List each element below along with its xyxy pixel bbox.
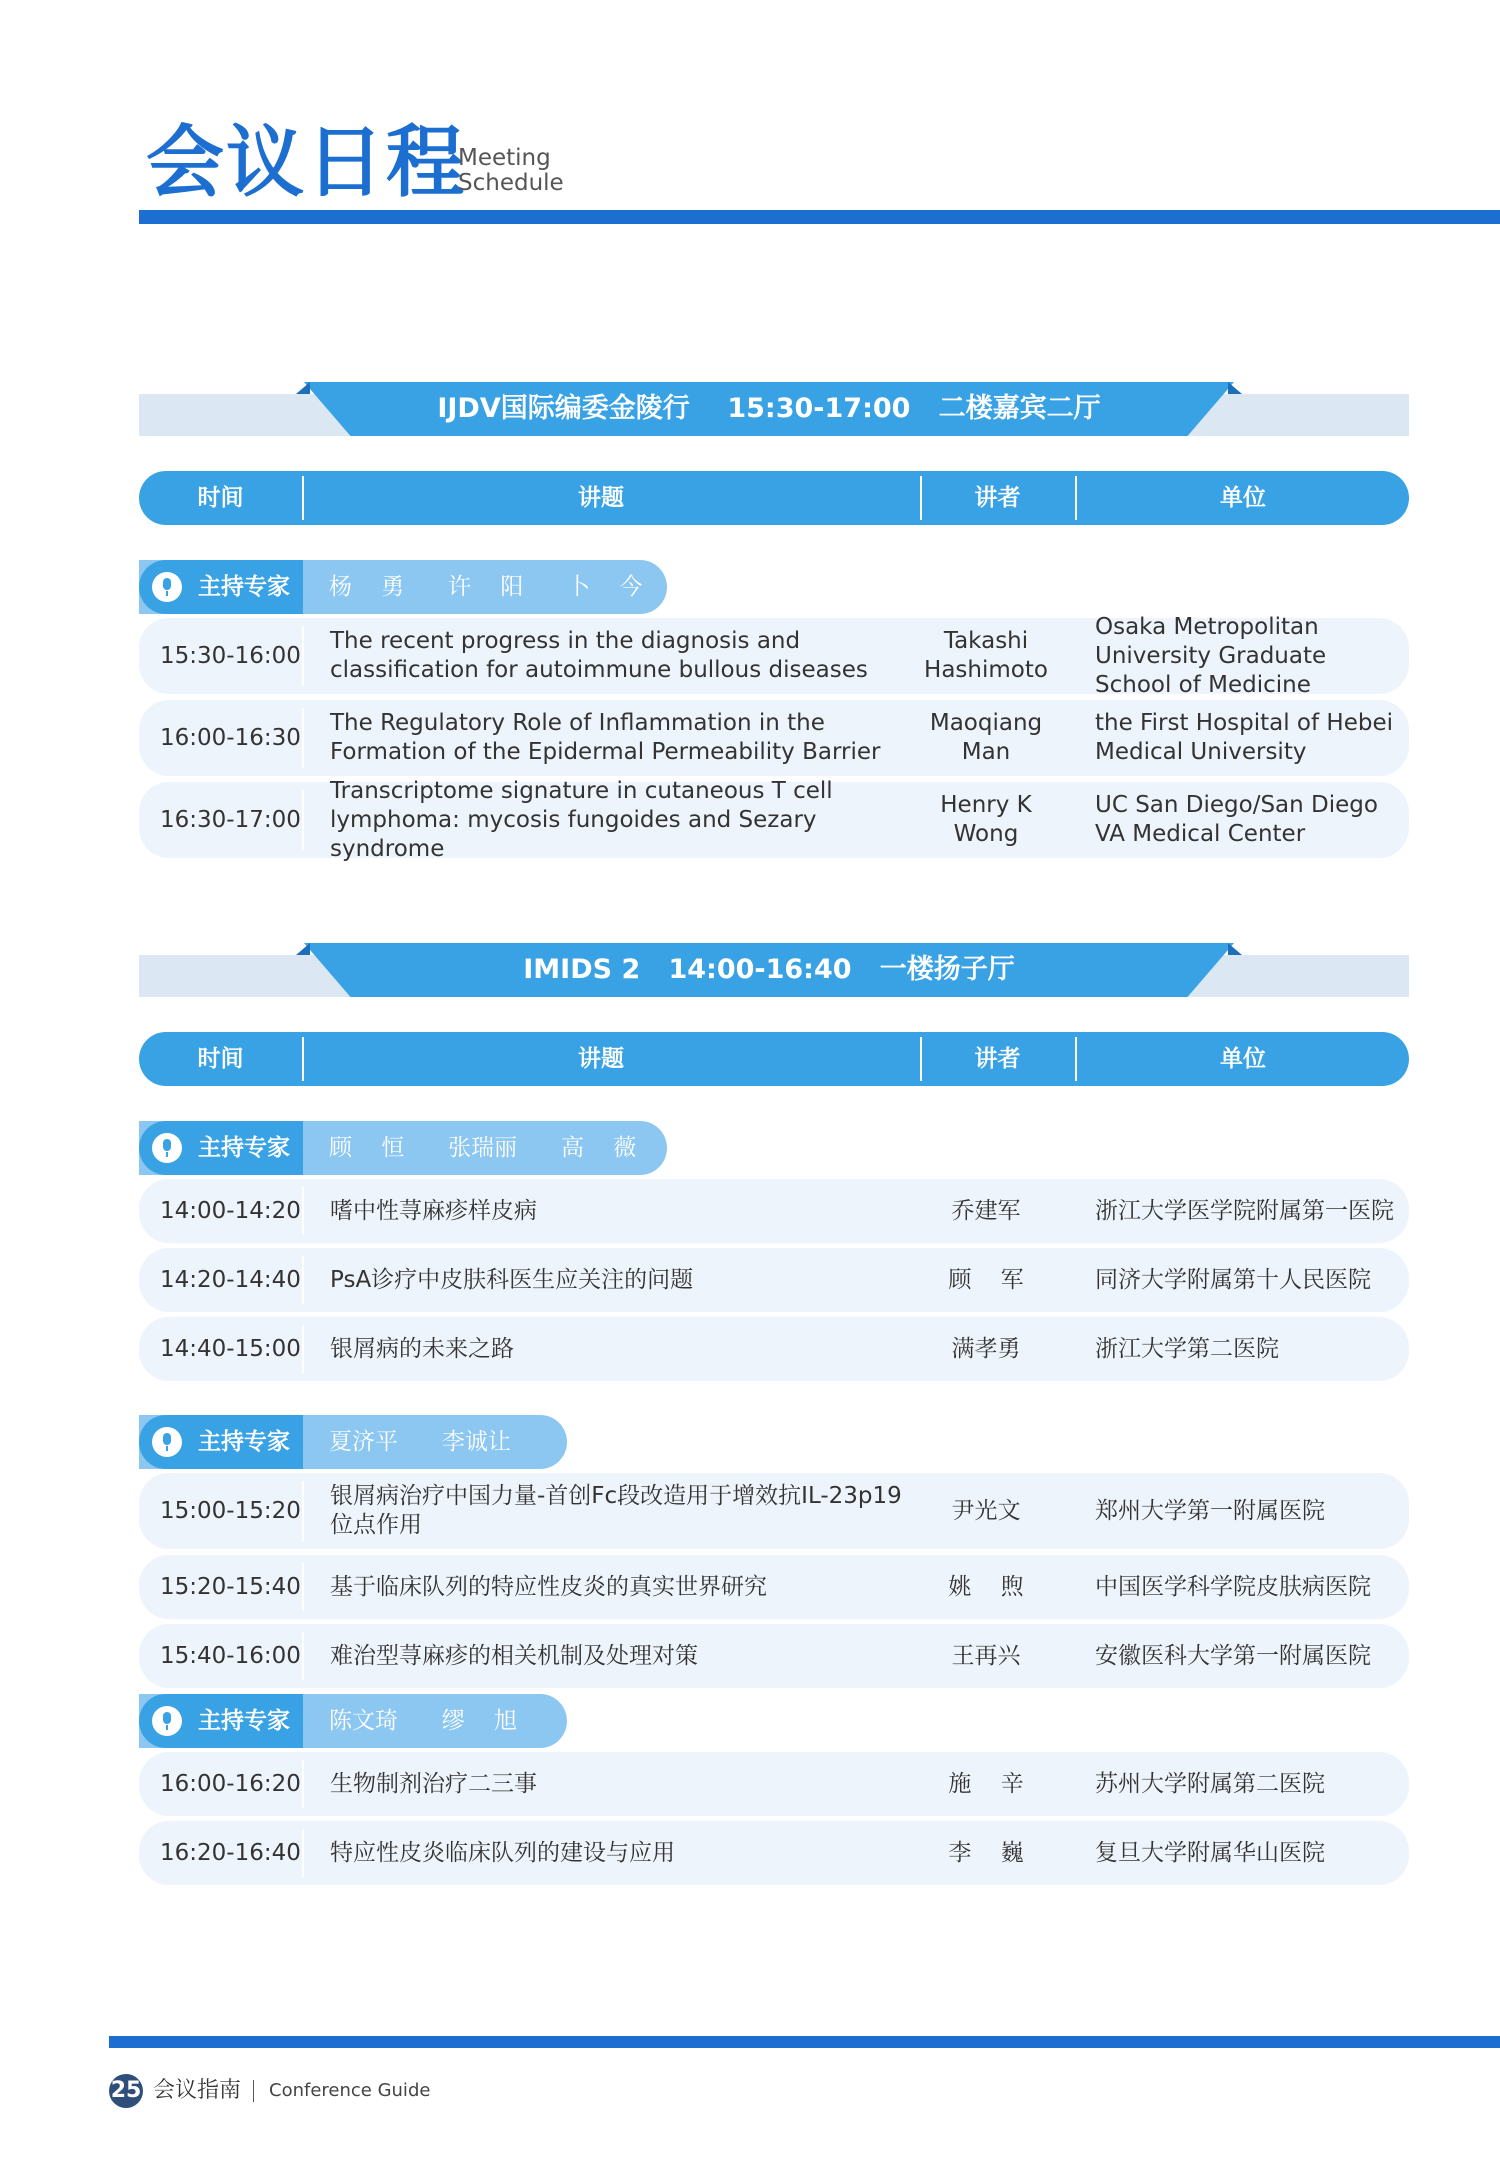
schedule-row: [139, 700, 1409, 776]
row-topic: 基于临床队列的特应性皮炎的真实世界研究: [330, 1573, 767, 1600]
schedule-row: [139, 1179, 1409, 1243]
row-institution: Osaka Metropolitan University Graduate School of Medicine: [1095, 613, 1327, 698]
row-topic: 嗜中性荨麻疹样皮病: [330, 1197, 537, 1224]
row-topic: Transcriptome signature in cutaneous T cell lymphoma: mycosis fungoides and Sezary syndrome: [330, 777, 833, 862]
row-institution: 郑州大学第一附属医院: [1095, 1497, 1325, 1524]
footer-divider: [253, 2080, 254, 2102]
row-topic: 特应性皮炎临床队列的建设与应用: [330, 1839, 675, 1866]
host-label: [139, 1694, 303, 1748]
microphone-icon: [152, 572, 182, 602]
row-institution: 中国医学科学院皮肤病医院: [1095, 1573, 1371, 1600]
row-institution: 浙江大学第二医院: [1095, 1335, 1279, 1362]
footer-title: 会议指南: [153, 2078, 242, 2103]
column-header: [139, 1032, 1409, 1086]
page-title: 会议日程: [146, 118, 467, 208]
row-speaker: 施 辛: [948, 1770, 1024, 1797]
schedule-row: [139, 1624, 1409, 1688]
row-speaker: 满孝勇: [951, 1335, 1021, 1362]
row-time: 16:00-16:30: [160, 725, 301, 751]
col-time: 时间: [197, 1046, 244, 1072]
schedule-row: [139, 777, 1409, 862]
schedule-row: [139, 1555, 1409, 1619]
row-divider: [302, 1829, 304, 1877]
footer-subtitle: Conference Guide: [269, 2080, 431, 2101]
row-divider: [302, 1256, 304, 1304]
row-speaker: 姚 煦: [948, 1573, 1024, 1600]
col-institution: 单位: [1220, 485, 1266, 511]
row-divider: [302, 1563, 304, 1611]
row-institution: 苏州大学附属第二医院: [1095, 1770, 1325, 1797]
col-speaker: 讲者: [974, 485, 1021, 511]
host-label-text: 主持专家: [198, 574, 290, 600]
col-time: 时间: [197, 485, 244, 511]
row-time: 14:00-14:20: [160, 1198, 301, 1224]
host-label-text: 主持专家: [198, 1135, 290, 1161]
subtitle-line-2: Schedule: [458, 170, 564, 196]
microphone-icon: [152, 1706, 182, 1736]
row-topic: 银屑病的未来之路: [330, 1335, 514, 1362]
schedule-row: [139, 613, 1409, 698]
host-label-text: 主持专家: [198, 1708, 290, 1734]
row-institution: UC San Diego/San Diego VA Medical Center: [1095, 792, 1378, 847]
host-label: [139, 560, 303, 614]
row-divider: [302, 708, 304, 768]
row-divider: [302, 790, 304, 850]
row-time: 16:20-16:40: [160, 1840, 301, 1866]
host-label: [139, 1415, 303, 1469]
row-divider: [302, 1632, 304, 1680]
row-institution: 浙江大学医学院附属第一医院: [1095, 1197, 1394, 1224]
col-institution: 单位: [1220, 1046, 1266, 1072]
row-speaker: 乔建军: [951, 1197, 1021, 1224]
row-time: 15:00-15:20: [160, 1498, 301, 1524]
row-divider: [302, 626, 304, 686]
title-underline: [139, 210, 1500, 224]
row-institution: the First Hospital of Hebei Medical University: [1095, 710, 1393, 765]
schedule-row: [139, 1473, 1409, 1549]
host-names: 杨 勇 许 阳 卜 今: [329, 574, 643, 600]
row-topic: The recent progress in the diagnosis and classification for autoimmune bullous diseases: [330, 628, 868, 683]
schedule-row: [139, 1752, 1409, 1816]
row-topic: The Regulatory Role of Inflammation in the Formation of the Epidermal Permeability Barrier: [330, 710, 881, 765]
row-speaker: Maoqiang Man: [929, 710, 1043, 765]
row-divider: [302, 1325, 304, 1373]
row-institution: 安徽医科大学第一附属医院: [1095, 1642, 1371, 1669]
row-divider: [302, 1187, 304, 1235]
subtitle-line-1: Meeting: [458, 145, 551, 171]
row-time: 15:40-16:00: [160, 1643, 301, 1669]
host-names: 夏济平 李诚让: [329, 1429, 511, 1455]
row-divider: [302, 1481, 304, 1541]
host-label: [139, 1121, 303, 1175]
session-title: IJDV国际编委金陵行 15:30-17:00 二楼嘉宾二厅: [437, 393, 1101, 424]
row-institution: 复旦大学附属华山医院: [1095, 1839, 1325, 1866]
session-title: IMIDS 2 14:00-16:40 一楼扬子厅: [523, 954, 1015, 985]
row-speaker: 顾 军: [948, 1266, 1024, 1293]
row-topic: 难治型荨麻疹的相关机制及处理对策: [330, 1642, 698, 1669]
row-topic: 银屑病治疗中国力量-首创Fc段改造用于增效抗IL-23p19位点作用: [330, 1483, 902, 1538]
page-header: [0, 0, 1500, 230]
microphone-icon: [152, 1427, 182, 1457]
row-speaker: 王再兴: [951, 1642, 1021, 1669]
col-speaker: 讲者: [974, 1046, 1021, 1072]
row-time: 15:20-15:40: [160, 1574, 301, 1600]
schedule-row: [139, 1317, 1409, 1381]
host-label-text: 主持专家: [198, 1429, 290, 1455]
footer-bar: [109, 2036, 1500, 2048]
row-time: 16:30-17:00: [160, 807, 301, 833]
microphone-icon: [152, 1133, 182, 1163]
row-topic: PsA诊疗中皮肤科医生应关注的问题: [330, 1266, 694, 1293]
host-names: 顾 恒 张瑞丽 高 薇: [329, 1135, 637, 1161]
row-time: 14:40-15:00: [160, 1336, 301, 1362]
row-speaker: 李 巍: [948, 1839, 1024, 1866]
col-topic: 讲题: [578, 1046, 624, 1072]
row-divider: [302, 1760, 304, 1808]
host-names: 陈文琦 缪 旭: [329, 1708, 518, 1734]
col-topic: 讲题: [578, 485, 624, 511]
row-speaker: Takashi Hashimoto: [924, 628, 1048, 683]
row-time: 15:30-16:00: [160, 643, 301, 669]
row-speaker: 尹光文: [951, 1497, 1021, 1524]
row-time: 16:00-16:20: [160, 1771, 301, 1797]
page-subtitle: [458, 146, 564, 196]
row-topic: 生物制剂治疗二三事: [330, 1770, 537, 1797]
column-header: [139, 471, 1409, 525]
page-number: 25: [109, 2074, 143, 2108]
row-institution: 同济大学附属第十人民医院: [1095, 1266, 1371, 1293]
row-time: 14:20-14:40: [160, 1267, 301, 1293]
schedule-row: [139, 1248, 1409, 1312]
schedule-row: [139, 1821, 1409, 1885]
row-speaker: Henry K Wong: [940, 792, 1032, 847]
